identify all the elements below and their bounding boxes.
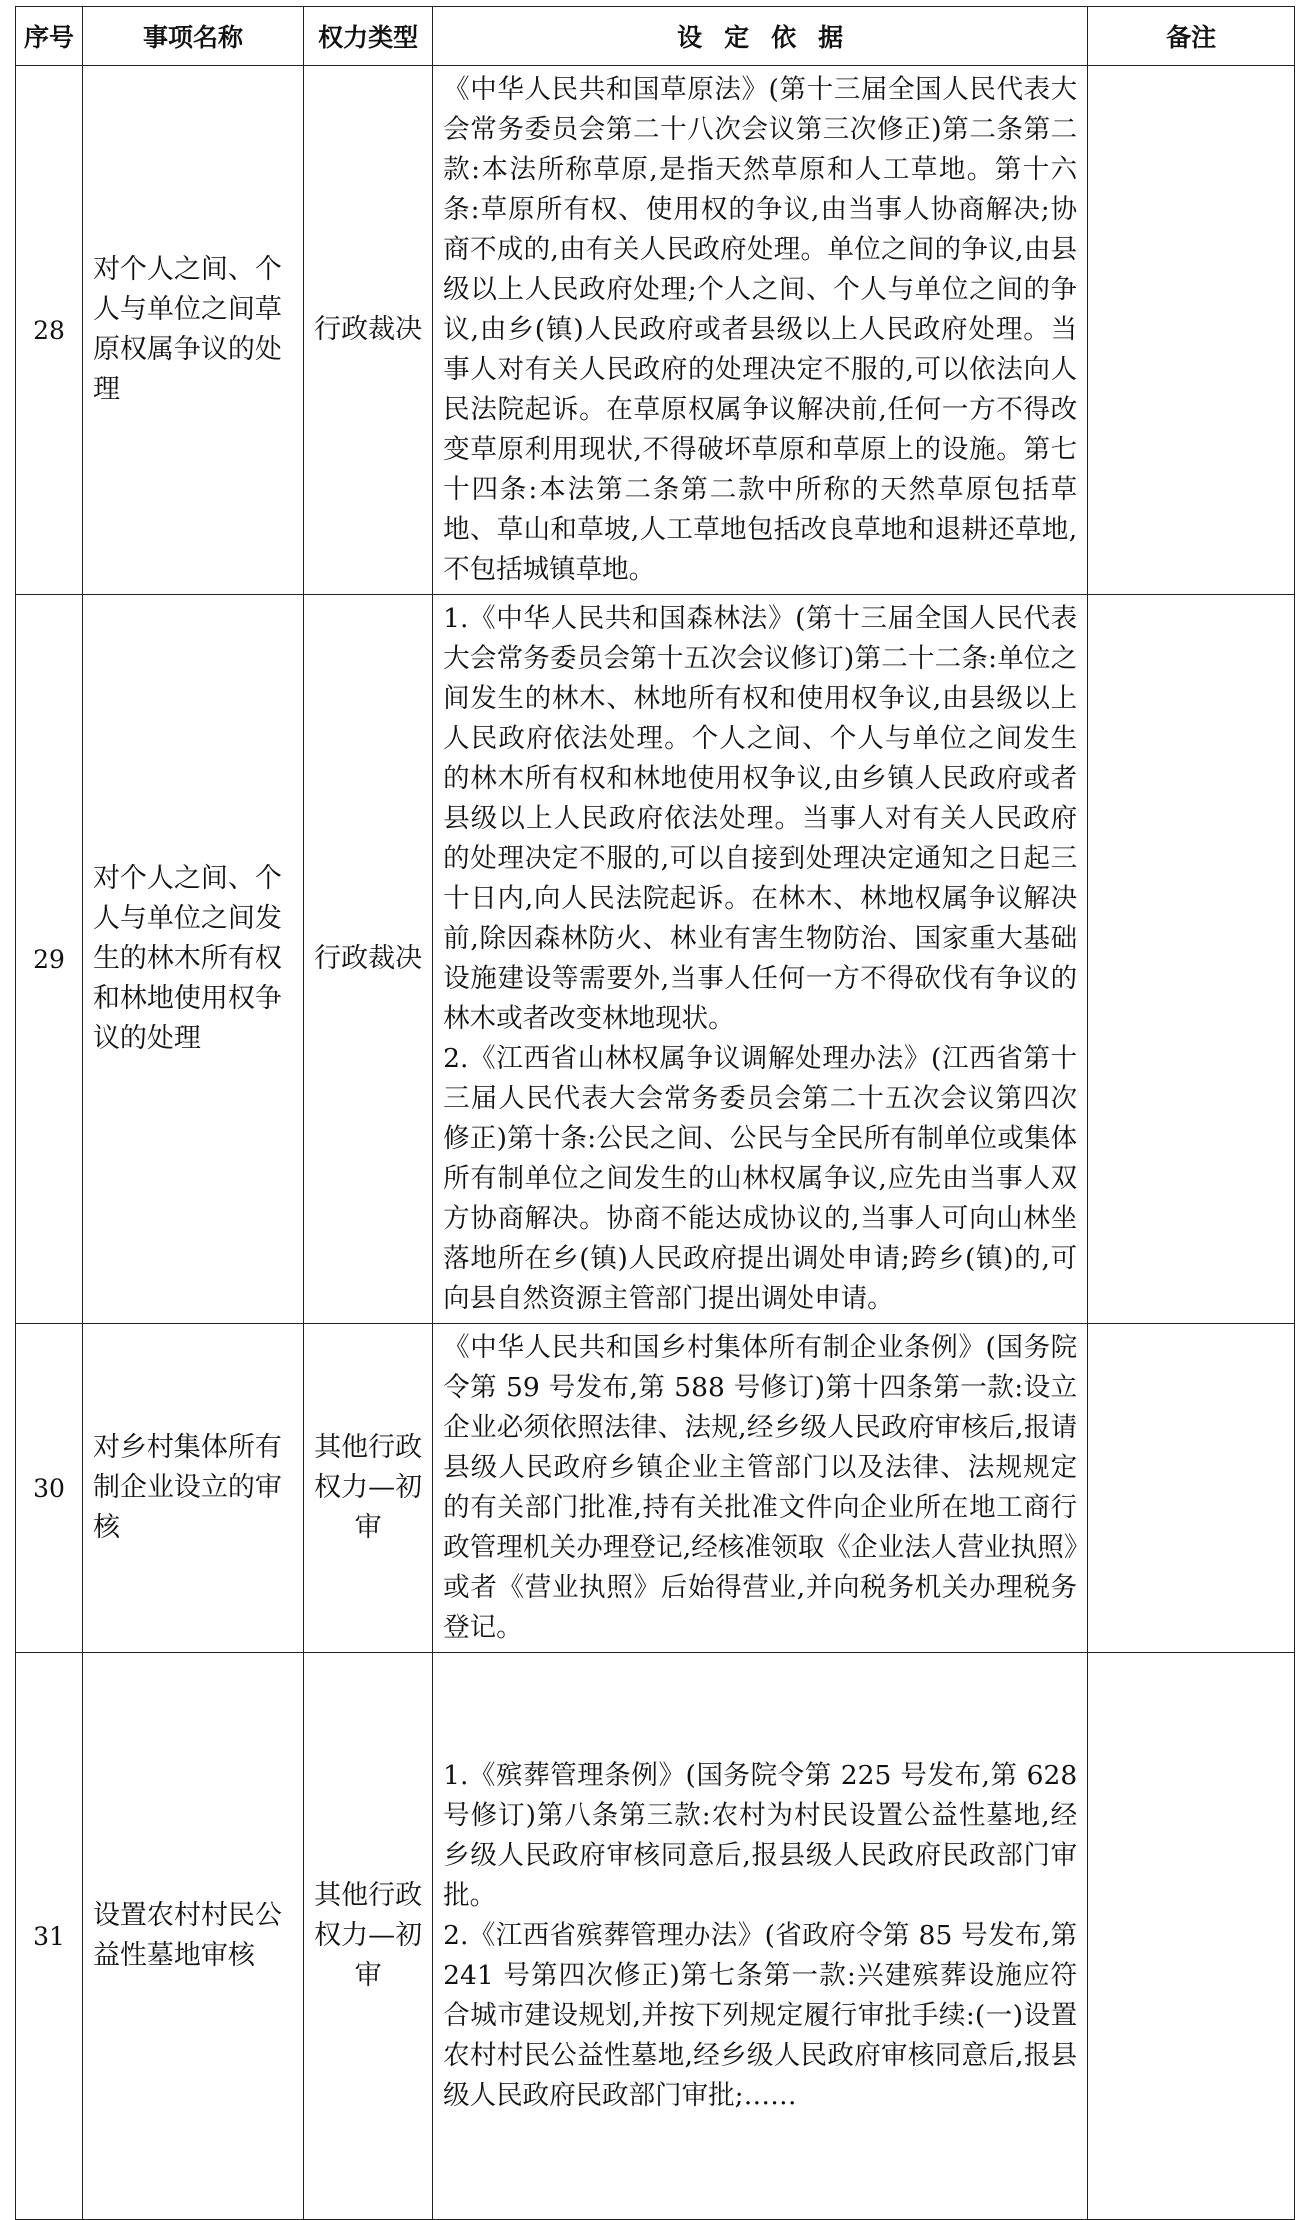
- header-row: [16, 7, 1295, 66]
- header-seq: 序号: [16, 7, 83, 66]
- table-row: [16, 595, 1295, 1324]
- row-name: 对个人之间、个人与单位之间发生的林木所有权和林地使用权争议的处理: [82, 595, 303, 1324]
- basis-paragraph: 2.《江西省山林权属争议调解处理办法》(江西省第十三届人民代表大会常务委员会第二十五次会议第四次修正)第十条:公民之间、公民与全民所有制单位或集体所有制单位之间发生的山林权属争议,应先由当事人双方协商解决。协商不能达成协议的,当事人可向山林坐落地所在乡(镇)人民政府提出调处申请;跨乡(镇)的,可向县自然资源主管部门提出调处申请。: [443, 1043, 1078, 1314]
- row-power-type: 其他行政权力—初审: [304, 1324, 433, 1653]
- header-note: 备注: [1088, 7, 1295, 66]
- power-list-table: [15, 6, 1295, 2220]
- row-name: 对个人之间、个人与单位之间草原权属争议的处理: [82, 66, 303, 595]
- basis-paragraph: 《中华人民共和国乡村集体所有制企业条例》(国务院令第 59 号发布,第 588 号修订)第十四条第一款:设立企业必须依照法律、法规,经乡级人民政府审核后,报请县级人民政府乡镇企业主管部门以及法律、法规规定的有关部门批准,持有关批准文件向企业所在地工商行政管理机关办理登记,经核准领取《企业法人营业执照》或者《营业执照》后始得营业,并向税务机关办理税务登记。: [443, 1332, 1078, 1643]
- basis-paragraph: 1.《殡葬管理条例》(国务院令第 225 号发布,第 628 号修订)第八条第三款:农村为村民设置公益性墓地,经乡级人民政府审核同意后,报县级人民政府民政部门审批。: [443, 1760, 1078, 1911]
- basis-paragraph: 1.《中华人民共和国森林法》(第十三届全国人民代表大会常务委员会第十五次会议修订)第二十二条:单位之间发生的林木、林地所有权和使用权争议,由县级以上人民政府依法处理。个人之间、个人与单位之间发生的林木所有权和林地使用权争议,由乡镇人民政府或者县级以上人民政府依法处理。当事人对有关人民政府的处理决定不服的,可以自接到处理决定通知之日起三十日内,向人民法院起诉。在林木、林地权属争议解决前,除因森林防火、林业有害生物防治、国家重大基础设施建设等需要外,当事人任何一方不得砍伐有争议的林木或者改变林地现状。: [443, 603, 1078, 1034]
- row-name: 对乡村集体所有制企业设立的审核: [82, 1324, 303, 1653]
- header-basis: 设定依据: [433, 7, 1088, 66]
- basis-paragraph: 2.《江西省殡葬管理办法》(省政府令第 85 号发布,第 241 号第四次修正)第七条第一款:兴建殡葬设施应符合城市建设规划,并按下列规定履行审批手续:(一)设置农村村民公益性墓地,经乡级人民政府审核同意后,报县级人民政府民政部门审批;……: [443, 1920, 1078, 2111]
- row-power-type: 行政裁决: [304, 66, 433, 595]
- row-note: [1088, 66, 1295, 595]
- table-row: [16, 1653, 1295, 2220]
- row-seq: 28: [16, 66, 83, 595]
- row-basis: [433, 66, 1088, 595]
- table-row: [16, 1324, 1295, 1653]
- row-basis: [433, 595, 1088, 1324]
- row-seq: 31: [16, 1653, 83, 2220]
- basis-paragraph: 《中华人民共和国草原法》(第十三届全国人民代表大会常务委员会第二十八次会议第三次修正)第二条第二款:本法所称草原,是指天然草原和人工草地。第十六条:草原所有权、使用权的争议,由当事人协商解决;协商不成的,由有关人民政府处理。单位之间的争议,由县级以上人民政府处理;个人之间、个人与单位之间的争议,由乡(镇)人民政府或者县级以上人民政府处理。当事人对有关人民政府的处理决定不服的,可以依法向人民法院起诉。在草原权属争议解决前,任何一方不得改变草原利用现状,不得破坏草原和草原上的设施。第七十四条:本法第二条第二款中所称的天然草原包括草地、草山和草坡,人工草地包括改良草地和退耕还草地,不包括城镇草地。: [443, 74, 1078, 585]
- row-seq: 29: [16, 595, 83, 1324]
- header-power-type: 权力类型: [304, 7, 433, 66]
- row-basis: [433, 1653, 1088, 2220]
- row-power-type: 行政裁决: [304, 595, 433, 1324]
- row-power-type: 其他行政权力—初审: [304, 1653, 433, 2220]
- row-note: [1088, 1324, 1295, 1653]
- header-name: 事项名称: [82, 7, 303, 66]
- row-seq: 30: [16, 1324, 83, 1653]
- row-note: [1088, 1653, 1295, 2220]
- table-row: [16, 66, 1295, 595]
- row-basis: [433, 1324, 1088, 1653]
- row-name: 设置农村村民公益性墓地审核: [82, 1653, 303, 2220]
- row-note: [1088, 595, 1295, 1324]
